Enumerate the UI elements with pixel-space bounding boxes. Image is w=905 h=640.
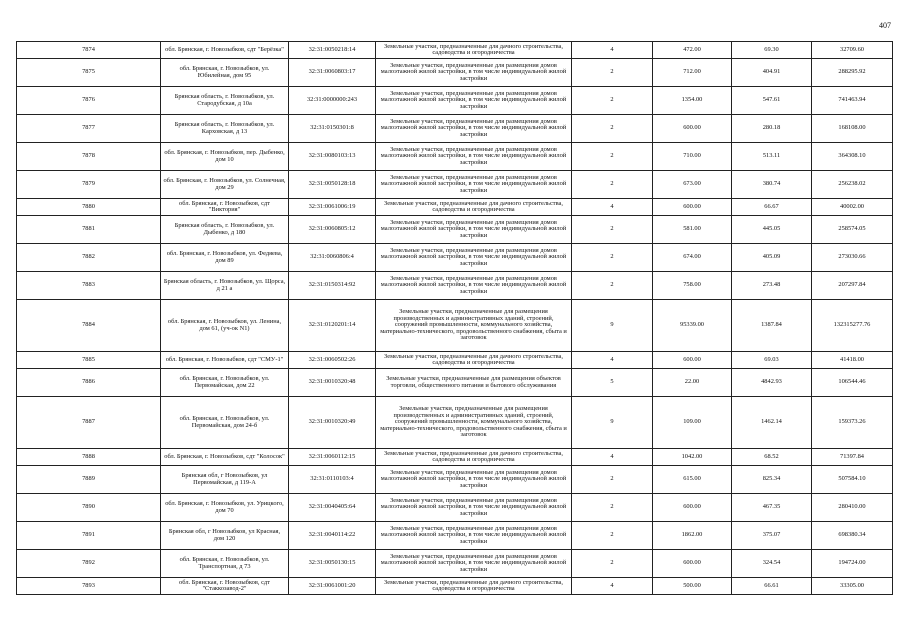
- cell-address: Брянская область, г. Новозыбков, ул. Стародубская, д 10а: [161, 87, 289, 115]
- cell-address: обл. Брянская, г. Новозыбков, ул. Ленина, дом 61, (уч-ок N1): [161, 300, 289, 352]
- cell-area: 472.00: [653, 42, 732, 59]
- cell-use-group: 2: [572, 216, 653, 244]
- cell-address: обл. Брянская, г. Новозыбков, ул. Федяева, дом 89: [161, 244, 289, 272]
- cell-use-group: 2: [572, 244, 653, 272]
- cell-number: 7881: [17, 216, 161, 244]
- cell-use-group: 2: [572, 87, 653, 115]
- cell-use-group: 2: [572, 59, 653, 87]
- cell-number: 7884: [17, 300, 161, 352]
- cell-number: 7874: [17, 42, 161, 59]
- cell-use-group: 4: [572, 449, 653, 466]
- cell-cadastral-number: 32:31:0060806:4: [289, 244, 376, 272]
- cell-area: 1354.00: [653, 87, 732, 115]
- cell-cadastral-value: 40002.00: [812, 199, 893, 216]
- table-row: [17, 578, 893, 595]
- cell-cadastral-number: 32:31:0050130:15: [289, 550, 376, 578]
- table-body: [17, 42, 893, 595]
- cell-cadastral-number: 32:31:0040405:64: [289, 494, 376, 522]
- cell-use-group: 9: [572, 397, 653, 449]
- cell-land-use: Земельные участки, предназначенные для дачного строительства, садоводства и огородничества: [376, 578, 572, 595]
- cell-address: обл. Брянская, г. Новозыбков, ул. Урицкого, дом 70: [161, 494, 289, 522]
- cell-cadastral-value: 273030.66: [812, 244, 893, 272]
- table-row: [17, 87, 893, 115]
- cell-area: 712.00: [653, 59, 732, 87]
- cell-use-group: 4: [572, 42, 653, 59]
- cell-area: 673.00: [653, 171, 732, 199]
- table-row: [17, 522, 893, 550]
- cell-area: 600.00: [653, 494, 732, 522]
- table-row: [17, 300, 893, 352]
- cell-cadastral-number: 32:31:0150301:8: [289, 115, 376, 143]
- cell-address: обл. Брянская, г. Новозыбков, сдт "Стаккозавод-2": [161, 578, 289, 595]
- cell-cadastral-value: 32709.60: [812, 42, 893, 59]
- cell-cadastral-value: 507584.10: [812, 466, 893, 494]
- cell-unit-value: 547.61: [732, 87, 812, 115]
- cell-number: 7888: [17, 449, 161, 466]
- cell-address: обл. Брянская, г. Новозыбков, пер. Дыбенко, дом 10: [161, 143, 289, 171]
- cell-address: Брянская область, г. Новозыбков, ул. Щорса, д 21 а: [161, 272, 289, 300]
- cell-land-use: Земельные участки, предназначенные для размещения домов малоэтажной жилой застройки, в том числе индивидуальной жилой застройки: [376, 244, 572, 272]
- cell-number: 7890: [17, 494, 161, 522]
- cell-number: 7883: [17, 272, 161, 300]
- cell-number: 7887: [17, 397, 161, 449]
- cell-area: 109.00: [653, 397, 732, 449]
- cell-cadastral-number: 32:31:0010320:49: [289, 397, 376, 449]
- cell-land-use: Земельные участки, предназначенные для размещения объектов торговли, общественного питания и бытового обслуживания: [376, 369, 572, 397]
- cell-cadastral-number: 32:31:0120201:14: [289, 300, 376, 352]
- cell-address: Брянская область, г. Новозыбков, ул. Дыбенко, д 180: [161, 216, 289, 244]
- cell-address: обл. Брянская, г. Новозыбков, ул. Солнечная, дом 29: [161, 171, 289, 199]
- cell-unit-value: 375.07: [732, 522, 812, 550]
- cell-use-group: 4: [572, 352, 653, 369]
- cell-number: 7876: [17, 87, 161, 115]
- cell-land-use: Земельные участки, предназначенные для размещения домов малоэтажной жилой застройки, в том числе индивидуальной жилой застройки: [376, 216, 572, 244]
- cell-unit-value: 445.05: [732, 216, 812, 244]
- table-row: [17, 550, 893, 578]
- cell-land-use: Земельные участки, предназначенные для размещения домов малоэтажной жилой застройки, в том числе индивидуальной жилой застройки: [376, 171, 572, 199]
- cell-cadastral-value: 41418.00: [812, 352, 893, 369]
- cell-cadastral-value: 33305.00: [812, 578, 893, 595]
- cell-cadastral-value: 256238.02: [812, 171, 893, 199]
- cell-land-use: Земельные участки, предназначенные для размещения домов малоэтажной жилой застройки, в том числе индивидуальной жилой застройки: [376, 115, 572, 143]
- table-row: [17, 272, 893, 300]
- cell-number: 7885: [17, 352, 161, 369]
- cell-land-use: Земельные участки, предназначенные для размещения домов малоэтажной жилой застройки, в том числе индивидуальной жилой застройки: [376, 522, 572, 550]
- cell-area: 710.00: [653, 143, 732, 171]
- table-row: [17, 494, 893, 522]
- cell-use-group: 2: [572, 272, 653, 300]
- cell-unit-value: 1462.14: [732, 397, 812, 449]
- cell-land-use: Земельные участки, предназначенные для размещения домов малоэтажной жилой застройки, в том числе индивидуальной жилой застройки: [376, 494, 572, 522]
- cell-cadastral-number: 32:31:0080103:13: [289, 143, 376, 171]
- table-row: [17, 244, 893, 272]
- cell-area: 615.00: [653, 466, 732, 494]
- cell-area: 600.00: [653, 199, 732, 216]
- cell-cadastral-value: 159373.26: [812, 397, 893, 449]
- cell-address: обл. Брянская, г. Новозыбков, ул. Первомайская, дом 24-б: [161, 397, 289, 449]
- cell-area: 600.00: [653, 352, 732, 369]
- cell-land-use: Земельные участки, предназначенные для размещения производственных и административных зданий, строений, сооружений промышленности, коммунального хозяйства, материально-технического, продовольственного снабжения, сбыта и заготовок: [376, 300, 572, 352]
- page-number: 407: [879, 21, 891, 30]
- cell-land-use: Земельные участки, предназначенные для размещения домов малоэтажной жилой застройки, в том числе индивидуальной жилой застройки: [376, 143, 572, 171]
- cell-cadastral-number: 32:31:0050218:14: [289, 42, 376, 59]
- cell-unit-value: 513.11: [732, 143, 812, 171]
- cell-area: 581.00: [653, 216, 732, 244]
- cell-area: 22.00: [653, 369, 732, 397]
- cell-cadastral-number: 32:31:0050128:18: [289, 171, 376, 199]
- cell-land-use: Земельные участки, предназначенные для дачного строительства, садоводства и огородничества: [376, 352, 572, 369]
- cell-address: обл. Брянская, г. Новозыбков, ул. Юбилейная, дом 95: [161, 59, 289, 87]
- cell-number: 7886: [17, 369, 161, 397]
- cell-land-use: Земельные участки, предназначенные для размещения производственных и административных зданий, строений, сооружений промышленности, коммунального хозяйства, материально-технического, продовольственного снабжения, сбыта и заготовок: [376, 397, 572, 449]
- cell-use-group: 2: [572, 522, 653, 550]
- table-row: [17, 199, 893, 216]
- cell-cadastral-value: 168108.00: [812, 115, 893, 143]
- cell-cadastral-value: 194724.00: [812, 550, 893, 578]
- cell-cadastral-value: 280410.00: [812, 494, 893, 522]
- cell-address: Брянская область, г. Новозыбков, ул. Карховская, д 13: [161, 115, 289, 143]
- cell-unit-value: 66.67: [732, 199, 812, 216]
- cell-use-group: 4: [572, 199, 653, 216]
- cell-number: 7877: [17, 115, 161, 143]
- cell-use-group: 2: [572, 550, 653, 578]
- table-row: [17, 115, 893, 143]
- cell-cadastral-value: 132315277.76: [812, 300, 893, 352]
- cell-unit-value: 69.30: [732, 42, 812, 59]
- cell-land-use: Земельные участки, предназначенные для размещения домов малоэтажной жилой застройки, в том числе индивидуальной жилой застройки: [376, 59, 572, 87]
- cell-cadastral-number: 32:31:0060502:26: [289, 352, 376, 369]
- cell-address: обл. Брянская, г. Новозыбков, сдт "Колосок": [161, 449, 289, 466]
- cell-unit-value: 324.54: [732, 550, 812, 578]
- cell-cadastral-value: 741463.94: [812, 87, 893, 115]
- table-row: [17, 59, 893, 87]
- cell-number: 7878: [17, 143, 161, 171]
- cell-unit-value: 404.91: [732, 59, 812, 87]
- cell-number: 7893: [17, 578, 161, 595]
- land-registry-table: [16, 41, 893, 595]
- table-row: [17, 397, 893, 449]
- cell-cadastral-number: 32:31:0110103:4: [289, 466, 376, 494]
- cell-use-group: 2: [572, 466, 653, 494]
- cell-cadastral-value: 698380.34: [812, 522, 893, 550]
- cell-use-group: 2: [572, 143, 653, 171]
- cell-address: обл. Брянская, г. Новозыбков, ул. Первомайская, дом 22: [161, 369, 289, 397]
- cell-unit-value: 4842.93: [732, 369, 812, 397]
- cell-land-use: Земельные участки, предназначенные для размещения домов малоэтажной жилой застройки, в том числе индивидуальной жилой застройки: [376, 87, 572, 115]
- cell-address: Брянская обл, г Новозыбков, ул Красная, дом 120: [161, 522, 289, 550]
- cell-number: 7892: [17, 550, 161, 578]
- cell-use-group: 4: [572, 578, 653, 595]
- cell-land-use: Земельные участки, предназначенные для дачного строительства, садоводства и огородничества: [376, 449, 572, 466]
- cell-use-group: 2: [572, 494, 653, 522]
- cell-unit-value: 405.09: [732, 244, 812, 272]
- cell-land-use: Земельные участки, предназначенные для дачного строительства, садоводства и огородничества: [376, 42, 572, 59]
- cell-unit-value: 280.18: [732, 115, 812, 143]
- cell-cadastral-value: 258574.05: [812, 216, 893, 244]
- cell-number: 7875: [17, 59, 161, 87]
- cell-unit-value: 825.34: [732, 466, 812, 494]
- cell-address: обл. Брянская, г. Новозыбков, ул. Транспортная, д 73: [161, 550, 289, 578]
- cell-cadastral-number: 32:31:0000000:243: [289, 87, 376, 115]
- cell-area: 1862.00: [653, 522, 732, 550]
- cell-cadastral-number: 32:31:0061006:19: [289, 199, 376, 216]
- cell-cadastral-number: 32:31:0061001:20: [289, 578, 376, 595]
- cell-address: обл. Брянская, г. Новозыбков, сдт "СМУ-1": [161, 352, 289, 369]
- cell-number: 7880: [17, 199, 161, 216]
- cell-unit-value: 66.61: [732, 578, 812, 595]
- cell-number: 7889: [17, 466, 161, 494]
- cell-area: 600.00: [653, 550, 732, 578]
- cell-use-group: 2: [572, 171, 653, 199]
- cell-unit-value: 69.03: [732, 352, 812, 369]
- cell-area: 674.00: [653, 244, 732, 272]
- table-row: [17, 171, 893, 199]
- cell-cadastral-value: 71397.84: [812, 449, 893, 466]
- table-row: [17, 216, 893, 244]
- table-row: [17, 449, 893, 466]
- cell-area: 758.00: [653, 272, 732, 300]
- cell-unit-value: 68.52: [732, 449, 812, 466]
- cell-unit-value: 1387.84: [732, 300, 812, 352]
- table-row: [17, 466, 893, 494]
- cell-address: обл. Брянская, г. Новозыбков, сдт "Берёзка": [161, 42, 289, 59]
- cell-address: Брянская обл, г Новозыбков, ул Первомайская, д 119-А: [161, 466, 289, 494]
- cell-use-group: 2: [572, 115, 653, 143]
- table-row: [17, 352, 893, 369]
- cell-number: 7882: [17, 244, 161, 272]
- cell-area: 1042.00: [653, 449, 732, 466]
- cell-area: 500.00: [653, 578, 732, 595]
- cell-cadastral-number: 32:31:0060805:12: [289, 216, 376, 244]
- cell-unit-value: 380.74: [732, 171, 812, 199]
- cell-area: 600.00: [653, 115, 732, 143]
- cell-cadastral-value: 364308.10: [812, 143, 893, 171]
- cell-cadastral-number: 32:31:0040114:22: [289, 522, 376, 550]
- cell-cadastral-value: 288295.92: [812, 59, 893, 87]
- cell-land-use: Земельные участки, предназначенные для размещения домов малоэтажной жилой застройки, в том числе индивидуальной жилой застройки: [376, 272, 572, 300]
- cell-cadastral-number: 32:31:0010320:48: [289, 369, 376, 397]
- cell-cadastral-value: 106544.46: [812, 369, 893, 397]
- cell-area: 95339.00: [653, 300, 732, 352]
- cell-address: обл. Брянская, г. Новозыбков, сдт "Виктория": [161, 199, 289, 216]
- cell-land-use: Земельные участки, предназначенные для размещения домов малоэтажной жилой застройки, в том числе индивидуальной жилой застройки: [376, 550, 572, 578]
- cell-unit-value: 273.48: [732, 272, 812, 300]
- cell-number: 7891: [17, 522, 161, 550]
- cell-cadastral-number: 32:31:0060803:17: [289, 59, 376, 87]
- cell-cadastral-number: 32:31:0060112:15: [289, 449, 376, 466]
- cell-land-use: Земельные участки, предназначенные для дачного строительства, садоводства и огородничества: [376, 199, 572, 216]
- cell-use-group: 5: [572, 369, 653, 397]
- cell-unit-value: 467.35: [732, 494, 812, 522]
- cell-use-group: 9: [572, 300, 653, 352]
- cell-land-use: Земельные участки, предназначенные для размещения домов малоэтажной жилой застройки, в том числе индивидуальной жилой застройки: [376, 466, 572, 494]
- table-row: [17, 42, 893, 59]
- cell-cadastral-number: 32:31:0150314:92: [289, 272, 376, 300]
- cell-number: 7879: [17, 171, 161, 199]
- cell-cadastral-value: 207297.84: [812, 272, 893, 300]
- table-row: [17, 369, 893, 397]
- table-row: [17, 143, 893, 171]
